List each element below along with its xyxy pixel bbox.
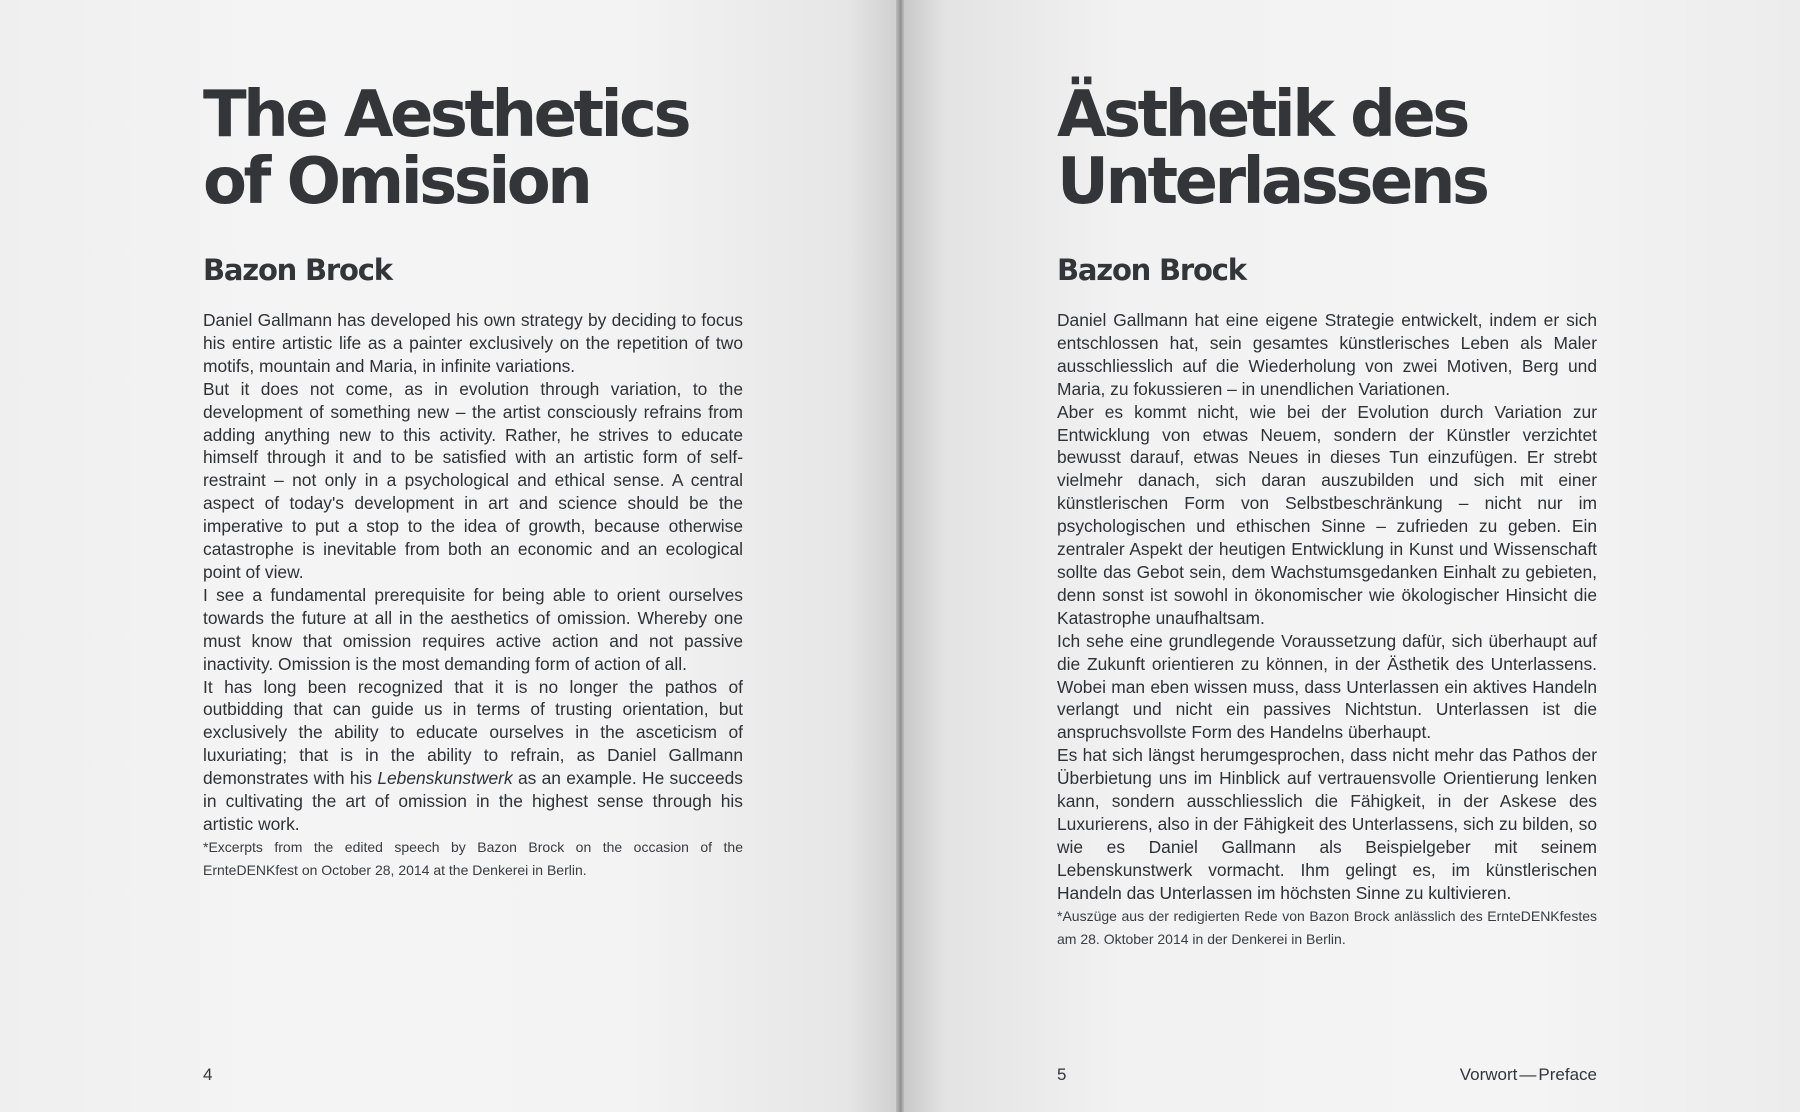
paragraph: I see a fundamental prerequisite for being able to orient ourselves towards the future at all in the aesthetics of omission. Whereby one must know that omission requires active action and not passive inactivity. Omission is the most demanding form of action of all. — [203, 584, 743, 674]
paragraph: But it does not come, as in evolution through variation, to the development of something new – the artist consciously refrains from adding anything new to this activity. Rather, he strives to educate himself through it and to be satisfied with an artistic form of self-restraint – not only in a psychological and ethical sense. A central aspect of today's development in art and science should be the imperative to put a stop to the idea of growth, because otherwise catastrophe is inevitable from both an economic and an ecological point of view. — [203, 378, 743, 582]
title-line-2: Unterlassens — [1057, 145, 1487, 219]
title-line-1: Ästhetik des — [1057, 78, 1467, 152]
body-text-german — [1057, 309, 1597, 951]
paragraph — [203, 676, 743, 836]
paragraph: Es hat sich längst herumgesprochen, dass nicht mehr das Pathos der Überbietung uns im Hinblick auf vertrauensvolle Orientierung lenken kann, sondern ausschliesslich die Fähigkeit, in der Askese des Luxurierens, also in der Fähigkeit des Unterlassens, sich zu bilden, so wie es Daniel Gallmann als Beispielgeber mit seinem Lebenskunstwerk vormacht. Ihm gelingt es, im künstlerischen Handeln das Unterlassen im höchsten Sinne zu kultivieren. — [1057, 745, 1597, 903]
paragraph: Daniel Gallmann has developed his own strategy by deciding to focus his entire artistic life as a painter exclusively on the repetition of two motifs, mountain and Maria, in infinite variations. — [203, 310, 743, 376]
author-name: Bazon Brock — [203, 253, 392, 287]
body-text-english — [203, 309, 743, 882]
running-head-german: Vorwort — [1459, 1065, 1518, 1084]
paragraph-text: It has long been recognized that it is no longer the pathos of outbidding that can guide us in terms of trusting orientation, but exclusively the ability to educate ourselves in the asceticism of luxuriating; that is in the ability to refrain, as Daniel Gallmann demonstrates with his — [203, 676, 743, 789]
page-title-german — [1057, 78, 1637, 219]
paragraph: Ich sehe eine grundlegende Voraussetzung dafür, sich überhaupt auf die Zukunft orientieren zu können, in der Ästhetik des Unterlassens. Wobei man eben wissen muss, dass Unterlassen ein aktives Handeln verlangt und nicht ein passives Nichtstun. Unterlassen ist die anspruchsvollste Form des Handelns überhaupt. — [1057, 630, 1597, 743]
author-name: Bazon Brock — [1057, 253, 1246, 287]
page-title-english — [203, 78, 783, 219]
page-number: 5 — [1057, 1065, 1067, 1084]
title-line-1: The Aesthetics — [203, 78, 689, 152]
running-head-english: Preface — [1538, 1065, 1597, 1084]
title-line-2: of Omission — [203, 145, 590, 219]
footnote: *Excerpts from the edited speech by Bazon Brock on the occasion of the ErnteDENKfest on October 28, 2014 at the Denkerei in Berlin. — [203, 838, 743, 878]
right-page — [900, 0, 1800, 1112]
page-number: 4 — [203, 1065, 213, 1084]
paragraph: Daniel Gallmann hat eine eigene Strategie entwickelt, indem er sich entschlossen hat, sein gesamtes künstlerisches Leben als Maler ausschliesslich auf die Wiederholung von zwei Motiven, Berg und Maria, zu fokussieren – in unendlichen Variationen. — [1057, 310, 1597, 399]
running-head-separator: — — [1519, 1065, 1537, 1084]
paragraph: Aber es kommt nicht, wie bei der Evolution durch Variation zur Entwicklung von etwas Neuem, sondern der Künstler verzichtet bewusst darauf, etwas Neues in dieses Tun einzufügen. Er strebt vielmehr danach, sich daran auszubilden und sich mit einer künstlerischen Form von Selbstbeschränkung – nicht nur im psychologischen und ethischen Sinne – zufrieden zu geben. Ein zentraler Aspekt der heutigen Entwicklung in Kunst und Wissenschaft sollte das Gebot sein, dem Wachstumsgedanken Einhalt zu gebieten, denn sonst ist sowohl in ökonomischer wie ökologischer Hinsicht die Katastrophe unaufhaltsam. — [1057, 401, 1597, 628]
italic-work-title: Lebenskunstwerk — [377, 768, 513, 789]
footnote: *Auszüge aus der redigierten Rede von Bazon Brock anlässlich des ErnteDENKfestes am 28. Oktober 2014 in der Denkerei in Berlin. — [1057, 907, 1597, 947]
paragraph-text: as an example. He succeeds in cultivating the art of omission in the highest sense through his artistic work. — [203, 768, 743, 834]
book-gutter — [896, 0, 904, 1112]
running-head — [1460, 1065, 1597, 1085]
